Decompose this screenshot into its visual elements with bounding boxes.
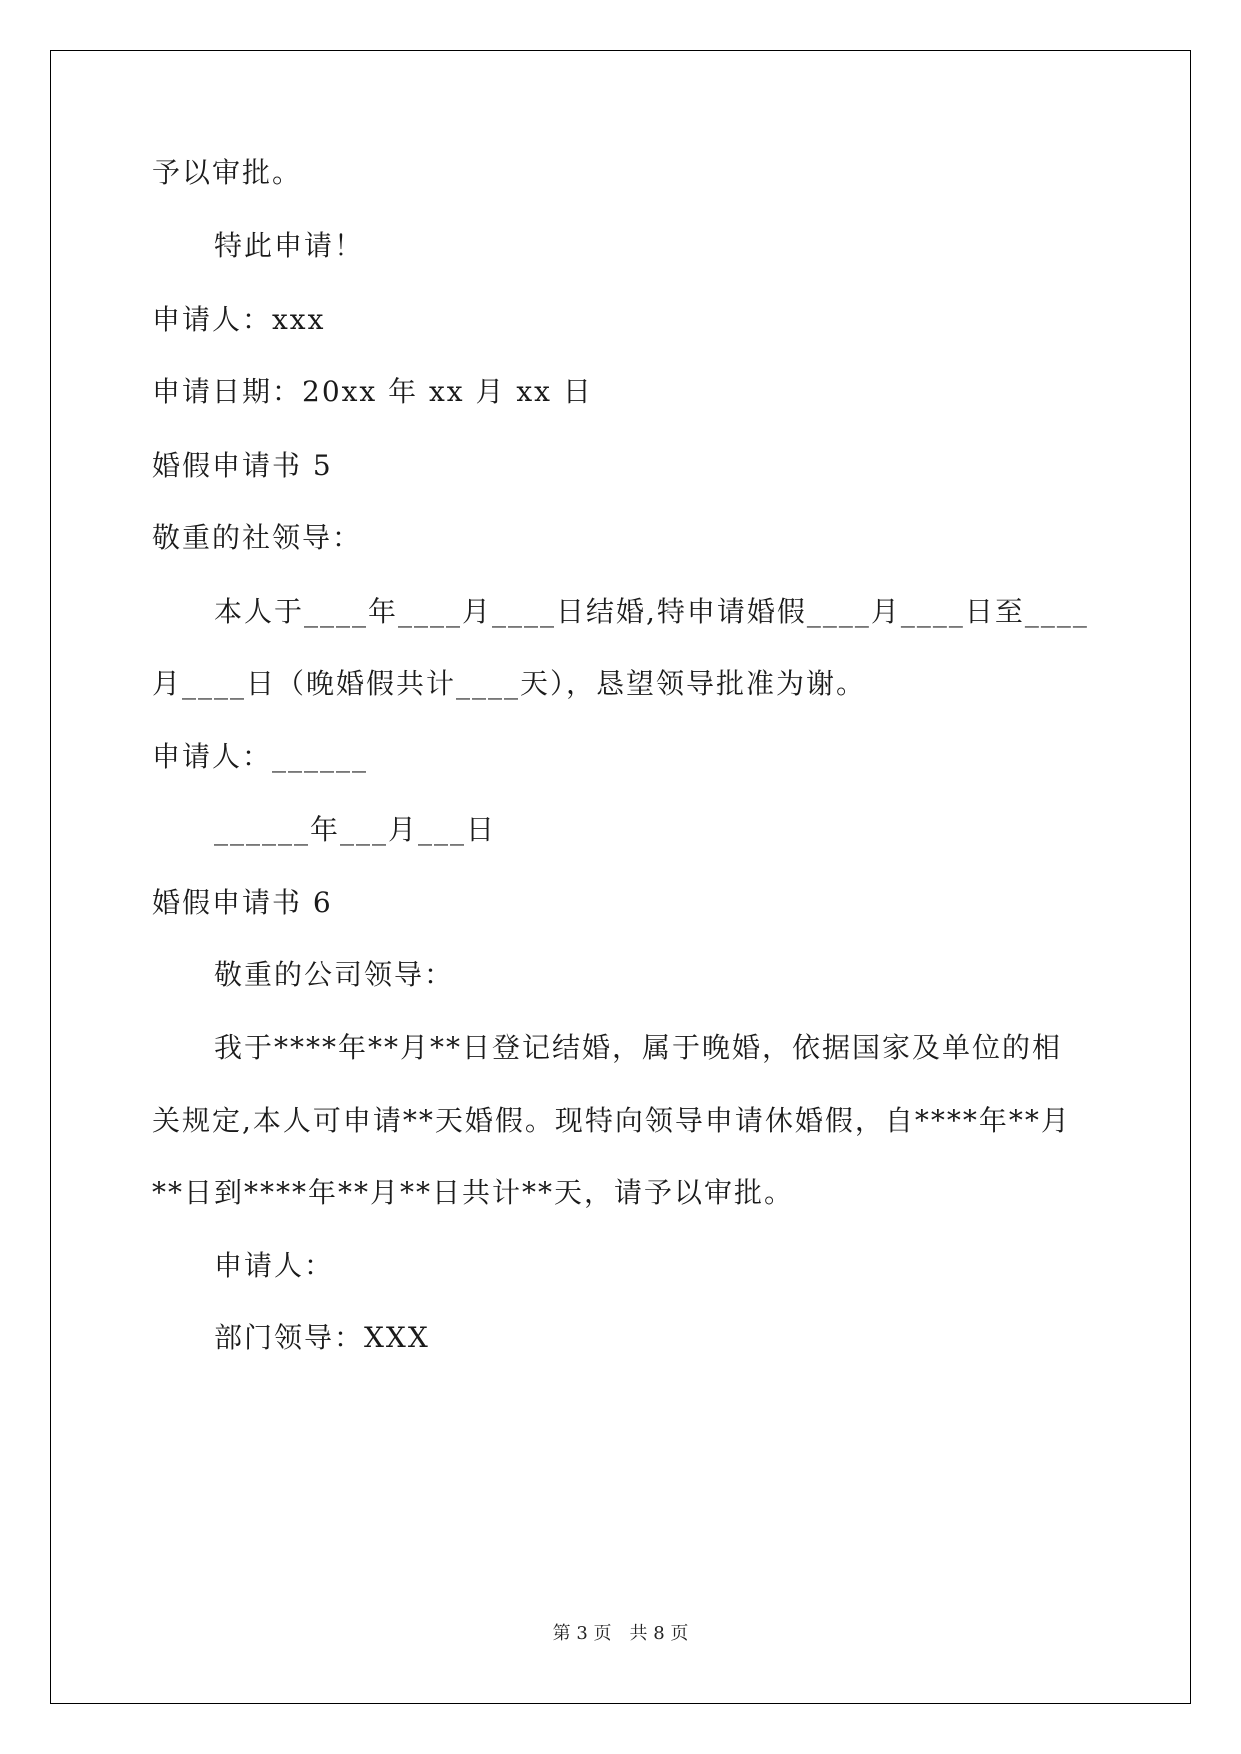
text-line: 特此申请！ — [214, 229, 365, 262]
text-line: 申请人：xxx — [152, 303, 326, 336]
page-number: 第 3 页 共 8 页 — [552, 1623, 689, 1644]
page-frame — [50, 50, 1191, 1704]
text-line: **日到****年**月**日共计**天，请予以审批。 — [152, 1176, 795, 1209]
text-line: ______年___月___日 — [214, 813, 497, 846]
text-line: 申请人： — [214, 1249, 335, 1282]
text-line: 申请日期：20xx 年 xx 月 xx 日 — [152, 375, 593, 408]
text-line: 申请人：______ — [152, 740, 369, 773]
section-heading: 婚假申请书 6 — [152, 886, 333, 919]
text-line: 部门领导：XXX — [214, 1321, 430, 1354]
text-line: 予以审批。 — [152, 156, 303, 189]
text-line: 月____日（晚婚假共计____天），恳望领导批准为谢。 — [152, 667, 867, 700]
salutation: 敬重的社领导： — [152, 521, 363, 554]
text-line: 我于****年**月**日登记结婚，属于晚婚，依据国家及单位的相 — [214, 1031, 1063, 1064]
salutation: 敬重的公司领导： — [214, 958, 455, 991]
text-line: 本人于____年____月____日结婚,特申请婚假____月____日至____ — [214, 595, 1089, 628]
text-line: 关规定,本人可申请**天婚假。现特向领导申请休婚假，自****年**月 — [152, 1104, 1071, 1137]
section-heading: 婚假申请书 5 — [152, 449, 333, 482]
